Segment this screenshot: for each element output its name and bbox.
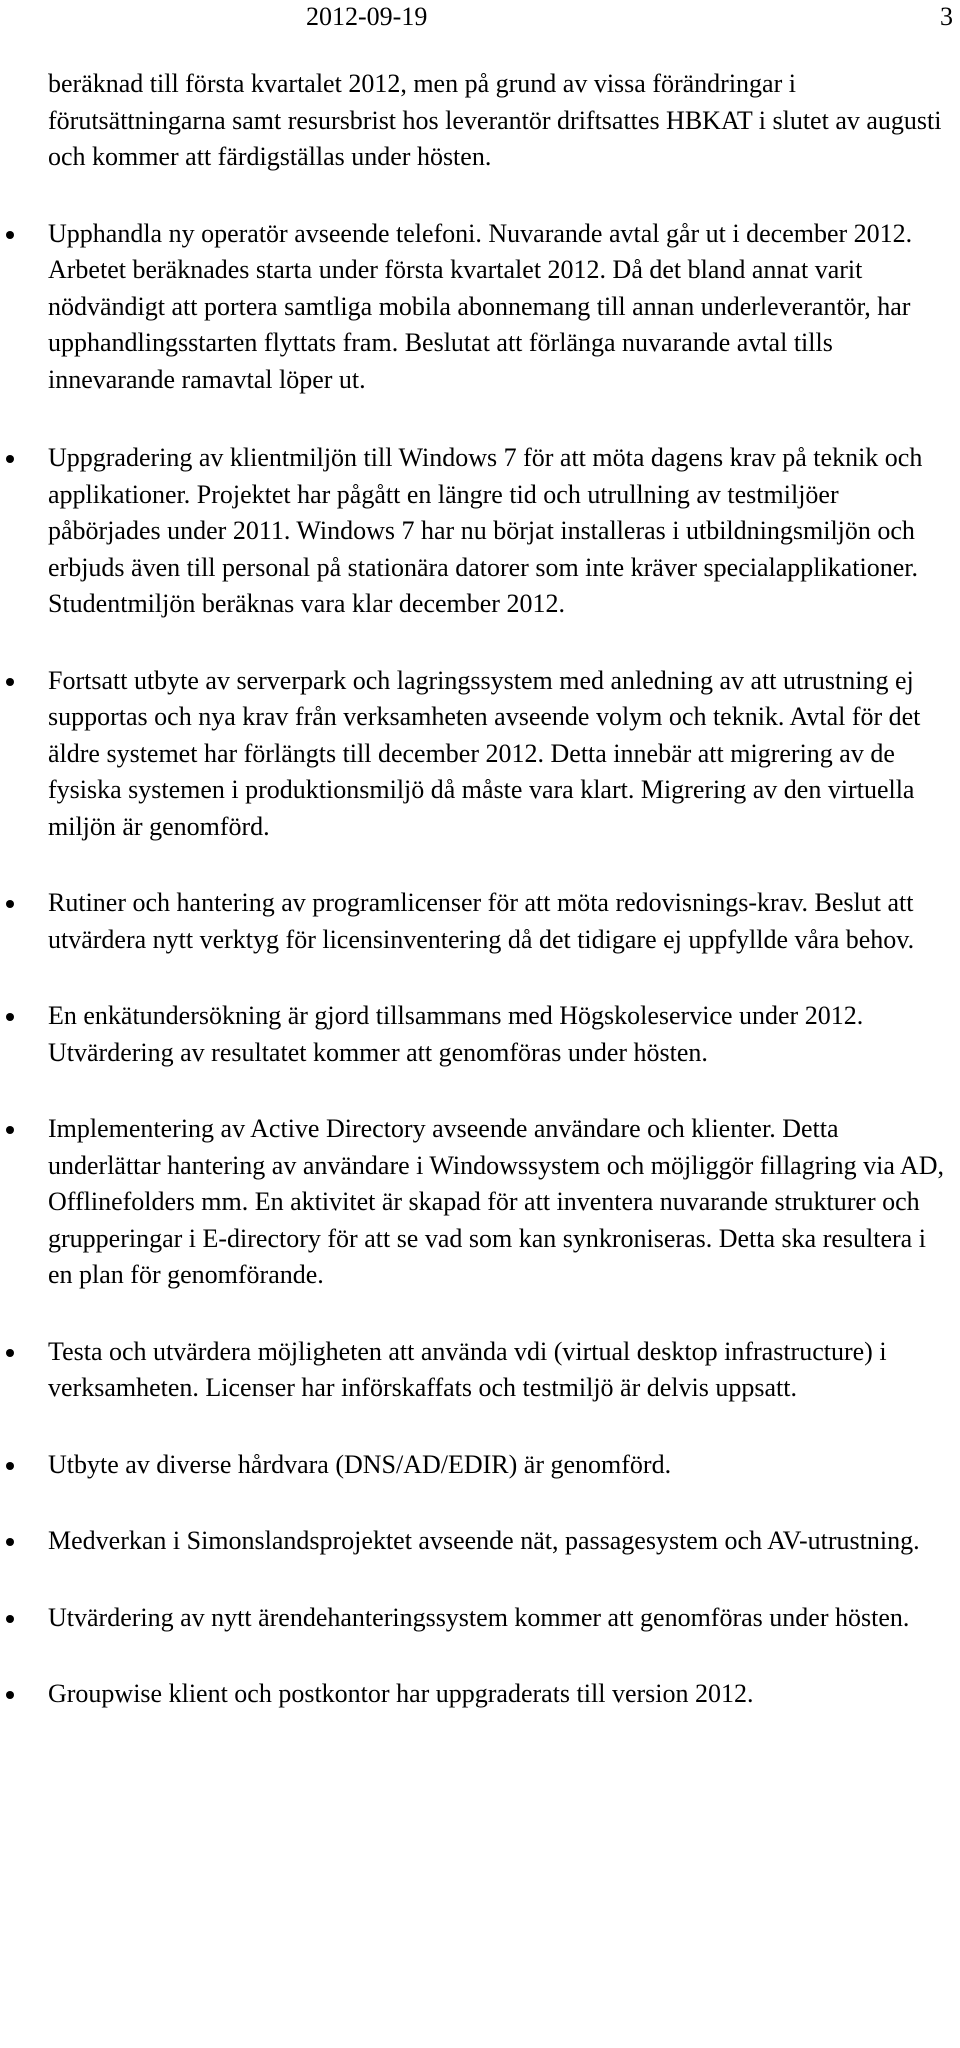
bullet-icon — [6, 455, 14, 463]
bullet-icon — [6, 1462, 14, 1470]
bullet-icon — [6, 1126, 14, 1134]
document-body — [48, 66, 953, 1713]
bullet-text: Rutiner och hantering av programlicenser för att möta redovisnings-krav. Beslut att utvärdera nytt verktyg för licensinventering då det tidigare ej uppfyllde våra behov. — [48, 888, 915, 954]
bullet-text: Utbyte av diverse hårdvara (DNS/AD/EDIR) är genomförd. — [48, 1449, 672, 1479]
page-header — [0, 0, 960, 34]
bullet-item-simonsland — [48, 1523, 953, 1560]
bullet-text: Groupwise klient och postkontor har uppgraderats till version 2012. — [48, 1679, 754, 1708]
bullet-text: En enkätundersökning är gjord tillsammans med Högskoleservice under 2012. Utvärdering av resultatet kommer att genomföras under hösten. — [48, 1001, 864, 1067]
bullet-list — [48, 216, 953, 1713]
bullet-text: Fortsatt utbyte av serverpark och lagringssystem med anledning av att utrustning ej supportas och nya krav från verksamheten avseende volym och teknik. Avtal för det äldre systemet har förlängts till december 2012. Detta innebär att migrering av de fysiska systemen i produktionsmiljö då måste vara klart. Migrering av den virtuella miljön är genomförd. — [48, 665, 921, 841]
bullet-text: Implementering av Active Directory avseende användare och klienter. Detta underlättar hantering av användare i Windowssystem och möjliggör fillagring via AD, Offlinefolders mm. En aktivitet är skapad för att inventera nuvarande strukturer och grupperingar i E-directory för att se vad som kan synkroniseras. Detta ska resultera i en plan för genomförande. — [48, 1114, 944, 1289]
bullet-item-groupwise — [48, 1676, 953, 1713]
bullet-item-telefoni — [48, 216, 953, 399]
bullet-text: Uppgradering av klientmiljön till Windows 7 för att möta dagens krav på teknik och applikationer. Projektet har pågått en längre tid och utrullning av testmiljöer påbörjades under 2011. Windows 7 har nu börjat installeras i utbildningsmiljön och erbjuds även till personal på stationära datorer som inte kräver specialapplikationer. Studentmiljön beräknas vara klar december 2012. — [48, 443, 923, 618]
bullet-item-enkat — [48, 998, 953, 1071]
bullet-text: Testa och utvärdera möjligheten att använda vdi (virtual desktop infrastructure) i verksamheten. Licenser har införskaffats och testmiljö är delvis uppsatt. — [48, 1336, 887, 1402]
bullet-item-hardvara — [48, 1447, 953, 1484]
bullet-icon — [6, 231, 14, 239]
bullet-text: Upphandla ny operatör avseende telefoni. Nuvarande avtal går ut i december 2012. Arbetet beräknades starta under första kvartalet 2012. Då det bland annat varit nödvändigt att portera samtliga mobila abonnemang till annan underleverantör, har upphandlingsstarten flyttats fram. Beslutat att förlänga nuvarande avtal tills innevarande ramavtal löper ut. — [48, 218, 913, 394]
bullet-item-vdi — [48, 1334, 953, 1407]
bullet-icon — [6, 1615, 14, 1623]
bullet-icon — [6, 1349, 14, 1357]
bullet-item-windows7 — [48, 440, 953, 623]
bullet-text: Medverkan i Simonslandsprojektet avseende nät, passagesystem och AV-utrustning. — [48, 1526, 920, 1555]
bullet-icon — [6, 1538, 14, 1546]
bullet-text: Utvärdering av nytt ärendehanteringssystem kommer att genomföras under hösten. — [48, 1602, 910, 1632]
bullet-icon — [6, 678, 14, 686]
bullet-item-programlicenser — [48, 885, 953, 958]
page-number: 3 — [940, 2, 953, 31]
intro-paragraph: beräknad till första kvartalet 2012, men på grund av vissa förändringar i förutsättningarna samt resursbrist hos leverantör driftsattes HBKAT i slutet av augusti och kommer att färdigställas under hösten. — [48, 69, 942, 171]
bullet-icon — [6, 1013, 14, 1021]
bullet-icon — [6, 1691, 14, 1699]
bullet-item-active-directory — [48, 1111, 953, 1294]
bullet-item-serverpark — [48, 663, 953, 846]
header-date: 2012-09-19 — [306, 2, 428, 31]
bullet-icon — [6, 900, 14, 908]
bullet-item-arendehantering — [48, 1600, 953, 1637]
